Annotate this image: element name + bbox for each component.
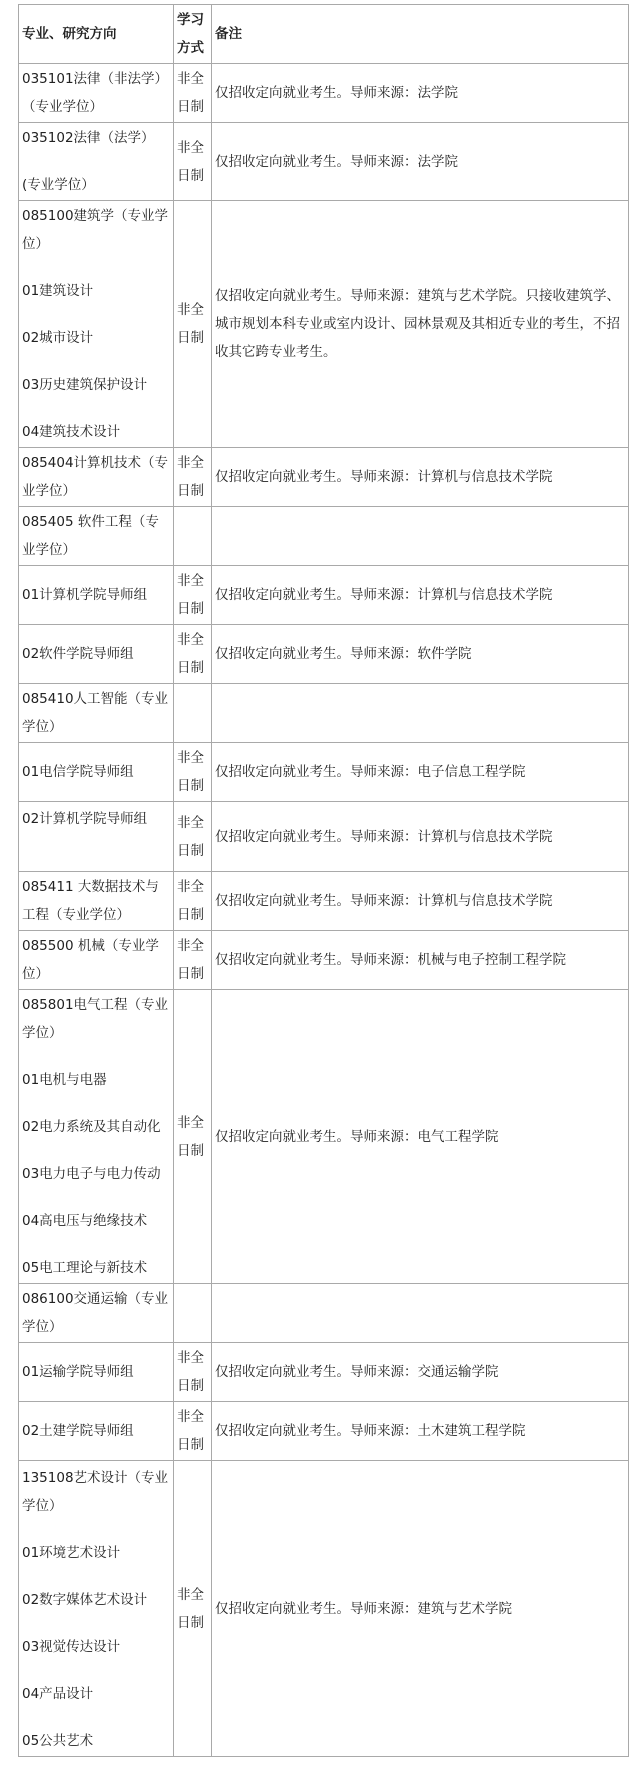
note-cell: [212, 1284, 629, 1343]
mode-cell: 非全日制: [174, 743, 212, 802]
mode-cell: [174, 507, 212, 566]
table-row: [19, 684, 629, 743]
header-major: 专业、研究方向: [19, 5, 174, 64]
major-cell: [19, 990, 174, 1284]
major-cell: [19, 123, 174, 201]
research-direction: 05电工理论与新技术: [22, 1260, 148, 1276]
table-row: [19, 1461, 629, 1757]
mode-cell: 非全日制: [174, 64, 212, 123]
note-cell: 仅招收定向就业考生。导师来源：建筑与艺术学院。只接收建筑学、城市规划本科专业或室内设计、园林景观及其相近专业的考生，不招收其它跨专业考生。: [212, 201, 629, 448]
table-row: [19, 743, 629, 802]
research-direction: 03视觉传达设计: [22, 1639, 121, 1655]
research-direction: 03历史建筑保护设计: [22, 377, 148, 393]
table-row: [19, 1284, 629, 1343]
note-cell: 仅招收定向就业考生。导师来源：计算机与信息技术学院: [212, 566, 629, 625]
major-cell: [19, 507, 174, 566]
header-mode: 学习方式: [174, 5, 212, 64]
table-row: [19, 566, 629, 625]
major-cell: [19, 566, 174, 625]
table-row: [19, 990, 629, 1284]
major-name: 085404计算机技术（专业学位）: [22, 455, 169, 499]
note-cell: 仅招收定向就业考生。导师来源：电气工程学院: [212, 990, 629, 1284]
table-row: [19, 931, 629, 990]
note-cell: [212, 684, 629, 743]
major-cell: [19, 931, 174, 990]
major-cell: [19, 802, 174, 872]
major-name: 02土建学院导师组: [22, 1423, 134, 1439]
major-name: 01运输学院导师组: [22, 1364, 134, 1380]
major-name: 035102法律（法学）: [22, 130, 155, 146]
major-name: 085411 大数据技术与工程（专业学位）: [22, 879, 159, 923]
research-direction: 02电力系统及其自动化: [22, 1119, 161, 1135]
major-cell: [19, 1461, 174, 1757]
note-cell: 仅招收定向就业考生。导师来源：法学院: [212, 123, 629, 201]
table-row: [19, 802, 629, 872]
mode-cell: 非全日制: [174, 448, 212, 507]
mode-cell: [174, 1284, 212, 1343]
major-cell: [19, 64, 174, 123]
major-name-extra: (专业学位）: [22, 177, 95, 193]
major-name: 085500 机械（专业学位）: [22, 938, 159, 982]
table-row: [19, 507, 629, 566]
table-header-row: [19, 5, 629, 64]
major-cell: [19, 1284, 174, 1343]
mode-cell: 非全日制: [174, 625, 212, 684]
note-cell: 仅招收定向就业考生。导师来源：计算机与信息技术学院: [212, 872, 629, 931]
mode-cell: 非全日制: [174, 1343, 212, 1402]
major-name: 01计算机学院导师组: [22, 587, 148, 603]
table-row: [19, 64, 629, 123]
note-cell: 仅招收定向就业考生。导师来源：法学院: [212, 64, 629, 123]
note-cell: 仅招收定向就业考生。导师来源：建筑与艺术学院: [212, 1461, 629, 1757]
table-row: [19, 872, 629, 931]
mode-cell: 非全日制: [174, 1461, 212, 1757]
mode-cell: 非全日制: [174, 201, 212, 448]
table-row: [19, 1402, 629, 1461]
major-name: 085801电气工程（专业学位）: [22, 997, 169, 1041]
note-cell: 仅招收定向就业考生。导师来源：土木建筑工程学院: [212, 1402, 629, 1461]
major-cell: [19, 1343, 174, 1402]
major-cell: [19, 448, 174, 507]
mode-cell: 非全日制: [174, 802, 212, 872]
research-direction: 05公共艺术: [22, 1733, 94, 1749]
note-cell: 仅招收定向就业考生。导师来源：电子信息工程学院: [212, 743, 629, 802]
research-direction: 04产品设计: [22, 1686, 94, 1702]
note-cell: 仅招收定向就业考生。导师来源：计算机与信息技术学院: [212, 802, 629, 872]
major-cell: [19, 201, 174, 448]
note-cell: 仅招收定向就业考生。导师来源：交通运输学院: [212, 1343, 629, 1402]
mode-cell: 非全日制: [174, 1402, 212, 1461]
research-direction: 02城市设计: [22, 330, 94, 346]
research-direction: 02数字媒体艺术设计: [22, 1592, 148, 1608]
major-cell: [19, 872, 174, 931]
major-cell: [19, 1402, 174, 1461]
note-cell: 仅招收定向就业考生。导师来源：机械与电子控制工程学院: [212, 931, 629, 990]
table-row: [19, 201, 629, 448]
mode-cell: [174, 684, 212, 743]
major-name: 01电信学院导师组: [22, 764, 134, 780]
major-name: 086100交通运输（专业学位）: [22, 1291, 169, 1335]
research-direction: 03电力电子与电力传动: [22, 1166, 161, 1182]
note-cell: 仅招收定向就业考生。导师来源：软件学院: [212, 625, 629, 684]
major-name: 02计算机学院导师组: [22, 811, 148, 827]
major-name: 085410人工智能（专业学位）: [22, 691, 169, 735]
research-direction: 01电机与电器: [22, 1072, 107, 1088]
header-note: 备注: [212, 5, 629, 64]
major-cell: [19, 684, 174, 743]
note-cell: 仅招收定向就业考生。导师来源：计算机与信息技术学院: [212, 448, 629, 507]
major-name: 085405 软件工程（专业学位）: [22, 514, 159, 558]
mode-cell: 非全日制: [174, 872, 212, 931]
note-cell: [212, 507, 629, 566]
major-name: 085100建筑学（专业学位）: [22, 208, 169, 252]
table-row: [19, 625, 629, 684]
mode-cell: 非全日制: [174, 990, 212, 1284]
table-row: [19, 1343, 629, 1402]
table-row: [19, 448, 629, 507]
major-name: 02软件学院导师组: [22, 646, 134, 662]
research-direction: 01环境艺术设计: [22, 1545, 121, 1561]
table-row: [19, 123, 629, 201]
major-cell: [19, 743, 174, 802]
mode-cell: 非全日制: [174, 931, 212, 990]
research-direction: 04高电压与绝缘技术: [22, 1213, 148, 1229]
program-table: [18, 4, 629, 1757]
major-name: 035101法律（非法学）（专业学位）: [22, 71, 169, 115]
major-name: 135108艺术设计（专业学位）: [22, 1470, 169, 1514]
research-direction: 04建筑技术设计: [22, 424, 121, 440]
research-direction: 01建筑设计: [22, 283, 94, 299]
major-cell: [19, 625, 174, 684]
mode-cell: 非全日制: [174, 123, 212, 201]
mode-cell: 非全日制: [174, 566, 212, 625]
